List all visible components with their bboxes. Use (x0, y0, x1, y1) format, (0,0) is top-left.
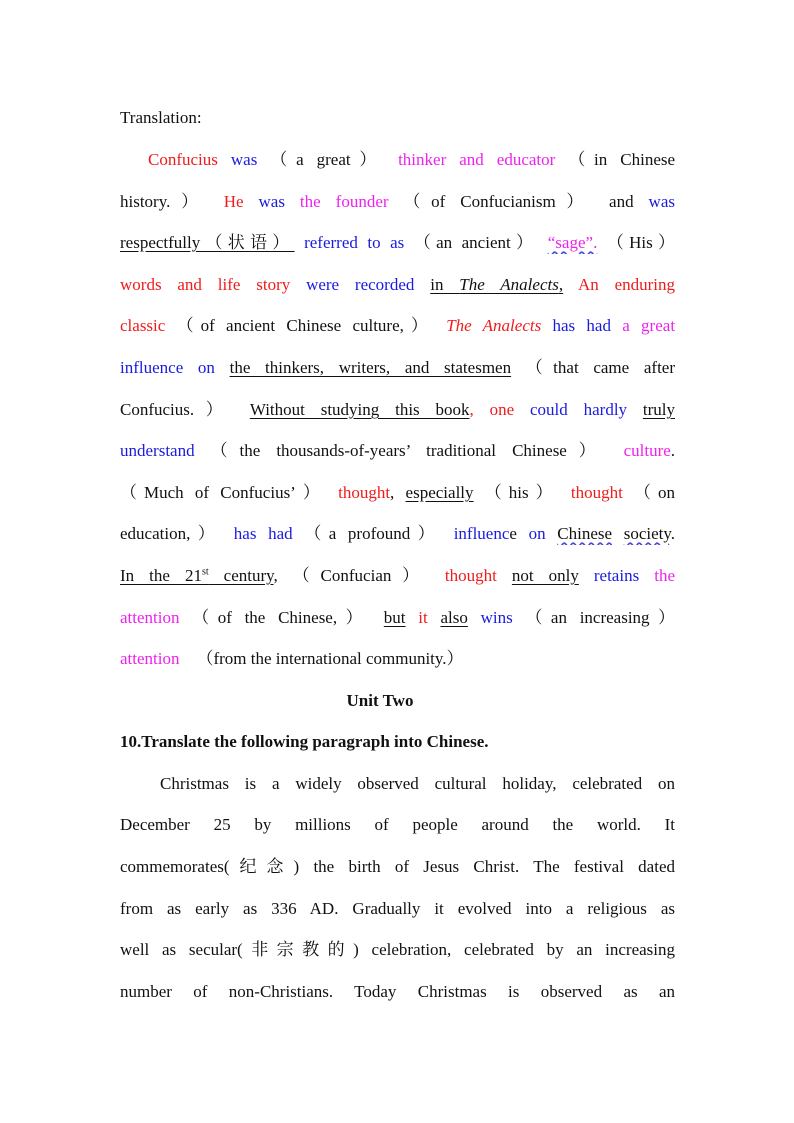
paragraph-line-9 (120, 482, 675, 504)
phrase: life story (217, 275, 291, 294)
phrase: understand (120, 441, 195, 460)
phrase: thought (444, 566, 497, 585)
paragraph-line-6 (120, 357, 675, 379)
phrase: Without studying this book (249, 400, 470, 419)
phrase: （a profound） (304, 524, 443, 543)
phrase: was (648, 192, 675, 211)
phrase: An (577, 275, 599, 294)
paragraph-line-7 (120, 399, 675, 421)
exercise-line-1: Christmas is a widely observed cultural holiday, celebrated on (160, 774, 675, 793)
phrase: （an ancient） (413, 233, 539, 252)
phrase: was (230, 150, 258, 169)
phrase: the (299, 192, 321, 211)
phrase: influenc (453, 524, 510, 543)
phrase: hardly (583, 400, 628, 419)
phrase: （a great） (270, 150, 386, 169)
phrase: referred to as (304, 233, 405, 252)
paragraph-line-3 (120, 232, 675, 254)
paragraph-line-2 (120, 191, 675, 213)
ordinal-suffix: st (201, 566, 209, 578)
phrase: a great (622, 316, 675, 335)
book-title: The Analects (446, 316, 542, 335)
phrase: and (609, 192, 634, 211)
phrase: （that came after (525, 358, 675, 377)
phrase: wins (480, 608, 513, 627)
phrase: but (383, 608, 406, 627)
phrase: attention (120, 649, 180, 668)
phrase: not only (511, 566, 579, 585)
exercise-title: 10.Translate the following paragraph into Chinese. (120, 732, 489, 751)
paragraph-line-12 (120, 607, 675, 629)
paragraph-line-5 (120, 315, 675, 337)
phrase: the (654, 566, 675, 585)
phrase: e (509, 524, 517, 543)
exercise-line-6: number of non-Christians. Today Christmas is observed as an (120, 982, 675, 1001)
book-title: The Analects (459, 275, 559, 294)
phrase: （the thousands-of-years’ traditional Chinese） (210, 441, 608, 460)
phrase: （in Chinese (568, 150, 675, 169)
period: . (670, 441, 675, 460)
phrase: influence (120, 358, 184, 377)
phrase: founder (335, 192, 389, 211)
phrase: were recorded (306, 275, 415, 294)
phrase: Confucius (148, 150, 218, 169)
phrase: He (223, 192, 244, 211)
phrase: on (197, 358, 215, 377)
phrase: （of Confucianism） (403, 192, 595, 211)
phrase: on (528, 524, 546, 543)
phrase: （Confucian） (292, 566, 430, 585)
phrase: （on (634, 483, 675, 502)
phrase: （his） (484, 483, 560, 502)
phrase: thought (570, 483, 623, 502)
phrase (430, 275, 563, 294)
phrase: could (530, 400, 568, 419)
phrase: was (258, 192, 285, 211)
phrase: In the 21 (120, 566, 202, 585)
paragraph-line-10 (120, 523, 675, 545)
phrase: Chinese (557, 524, 613, 543)
phrase: culture (623, 441, 671, 460)
phrase: words (120, 275, 162, 294)
phrase: classic (120, 316, 166, 335)
phrase: （of ancient Chinese culture,） (176, 316, 435, 335)
paragraph-line-8 (120, 440, 675, 462)
exercise-line-5: well as secular(非宗教的) celebration, celebrated by an increasing (120, 940, 675, 959)
phrase: also (440, 608, 468, 627)
paragraph-line-1 (148, 149, 675, 171)
phrase: especially (405, 483, 474, 502)
phrase: has had (552, 316, 611, 335)
phrase: “sage”. (547, 233, 598, 252)
phrase: education,） (120, 524, 223, 543)
phrase: （of the Chinese,） (192, 608, 372, 627)
comma: , (273, 566, 278, 585)
translation-label: Translation: (120, 108, 202, 127)
phrase: educator (496, 150, 556, 169)
phrase: Confucius.） (120, 400, 235, 419)
paragraph-line-13 (120, 648, 675, 670)
exercise-line-4: from as early as 336 AD. Gradually it evolved into a religious as (120, 899, 675, 918)
phrase: century (208, 566, 274, 585)
phrase: truly (642, 400, 675, 419)
comma: , (558, 275, 564, 294)
phrase: it (418, 608, 428, 627)
exercise-line-2: December 25 by millions of people around the world. It (120, 815, 675, 834)
phrase: （Much of Confucius’） (120, 483, 327, 502)
phrase: in (430, 275, 444, 294)
phrase: society (623, 524, 671, 543)
paragraph-line-11 (120, 565, 675, 587)
phrase: the thinkers, writers, and statesmen (229, 358, 512, 377)
phrase: （from the international community.） (196, 649, 464, 668)
phrase: and (459, 150, 484, 169)
phrase: attention (120, 608, 180, 627)
period: . (670, 524, 675, 543)
phrase: history.） (120, 192, 209, 211)
phrase: （His） (606, 233, 675, 252)
phrase: enduring (614, 275, 675, 294)
exercise-line-3: commemorates(纪念) the birth of Jesus Christ. The festival dated (120, 857, 675, 876)
phrase: respectfully（状语） (120, 233, 295, 252)
phrase: one (489, 400, 515, 419)
phrase (250, 400, 474, 419)
unit-heading: Unit Two (346, 691, 414, 710)
phrase: thinker (398, 150, 447, 169)
phrase: and (177, 275, 202, 294)
phrase: has had (233, 524, 293, 543)
phrase: （an increasing） (525, 608, 675, 627)
phrase: retains (593, 566, 640, 585)
phrase: thought (338, 483, 391, 502)
comma: , (390, 483, 406, 502)
comma: , (469, 400, 474, 419)
paragraph-line-4 (120, 274, 675, 296)
